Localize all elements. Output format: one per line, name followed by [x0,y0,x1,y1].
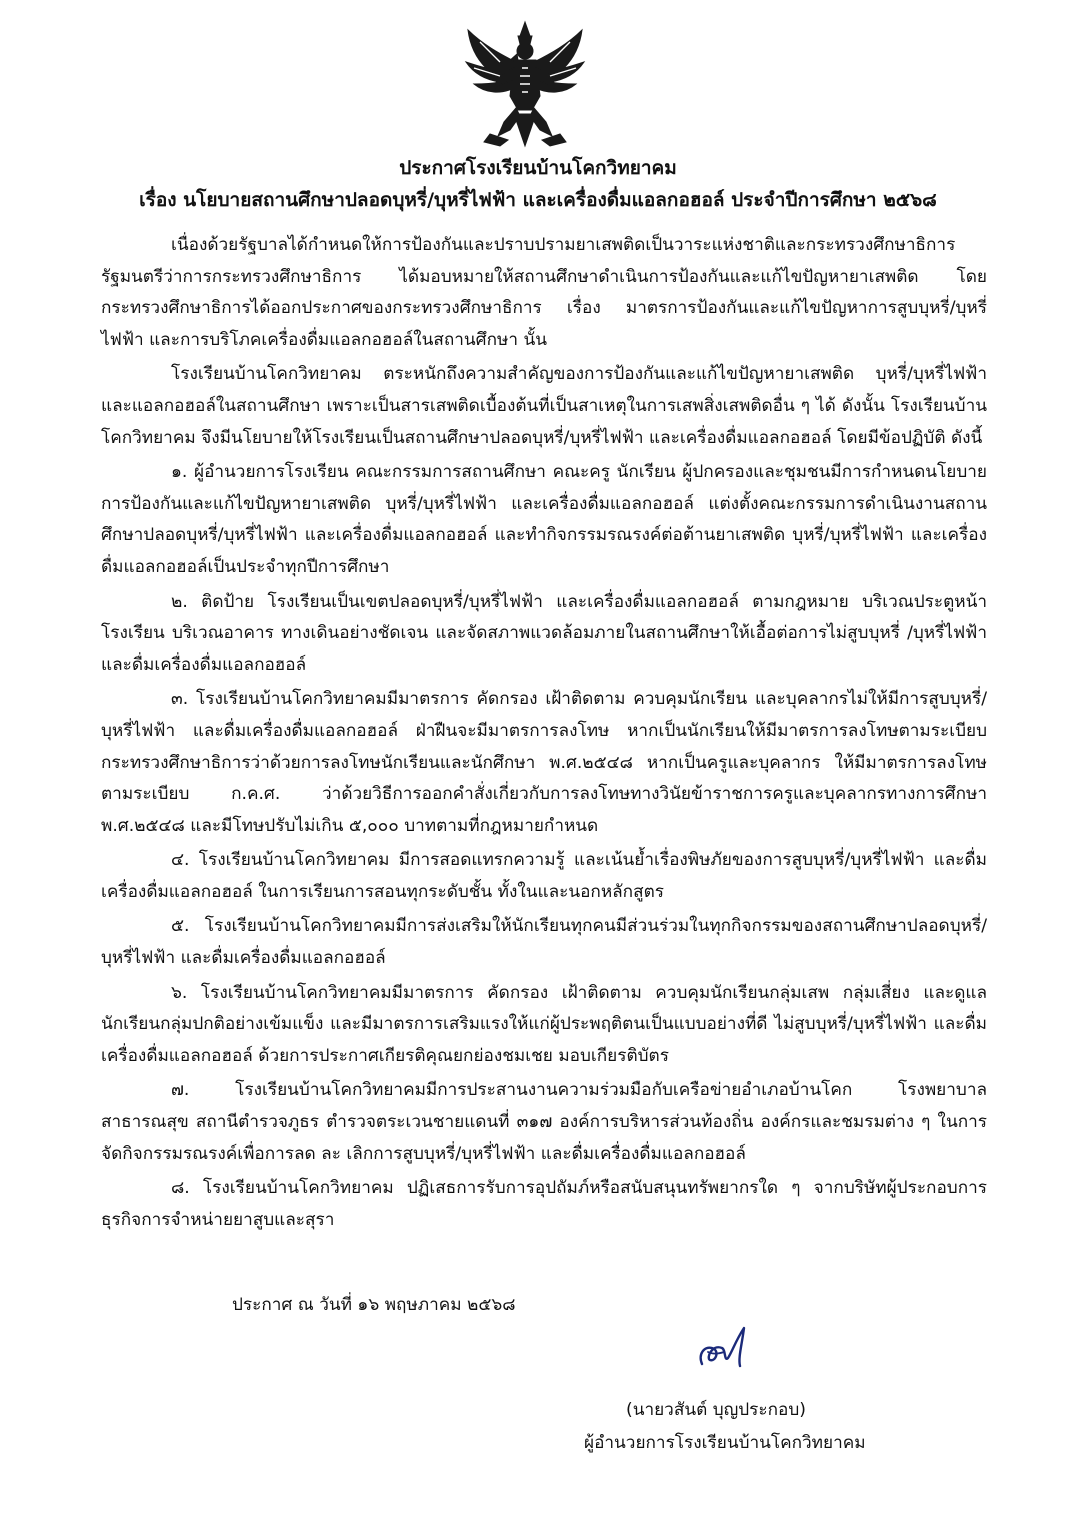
announcement-body [101,230,987,1239]
signature-icon [694,1318,754,1380]
announcement-subject: เรื่อง นโยบายสถานศึกษาปลอดบุหรี่/บุหรี่ไฟฟ้า และเครื่องดื่มแอลกอฮอล์ ประจำปีการศึกษา ๒๕๖๘ [139,189,937,211]
policy-item-5: ๕. โรงเรียนบ้านโคกวิทยาคมมีการส่งเสริมให้นักเรียนทุกคนมีส่วนร่วมในทุกกิจกรรมของสถานศึกษาปลอดบุหรี่/บุหรี่ไฟฟ้า และดื่มเครื่องดื่มแอลกอฮอล์ [101,916,987,969]
policy-item-1: ๑. ผู้อำนวยการโรงเรียน คณะกรรมการสถานศึกษา คณะครู นักเรียน ผู้ปกครองและชุมชนมีการกำหนดนโยบายการป้องกันและแก้ไขปัญหายาเสพติด บุหรี่/บุหรี่ไฟฟ้า และเครื่องดื่มแอลกอฮอล์ แต่งตั้งคณะกรรมการดำเนินงานสถานศึกษาปลอดบุหรี่/บุหรี่ไฟฟ้า และเครื่องดื่มแอลกอฮอล์ และทำกิจกรรมรณรงค์ต่อต้านยาเสพติด บุหรี่/บุหรี่ไฟฟ้า และเครื่องดื่มแอลกอฮอล์เป็นประจำทุกปีการศึกษา [101,462,987,577]
signer-position: ผู้อำนวยการโรงเรียนบ้านโคกวิทยาคม [584,1433,866,1453]
policy-item-4: ๔. โรงเรียนบ้านโคกวิทยาคม มีการสอดแทรกความรู้ และเน้นย้ำเรื่องพิษภัยของการสูบบุหรี่/บุหรี่ไฟฟ้า และดื่มเครื่องดื่มแอลกอฮอล์ ในการเรียนการสอนทุกระดับชั้น ทั้งในและนอกหลักสูตร [101,850,987,902]
signer-name: (นายวสันต์ บุญประกอบ) [626,1400,806,1420]
page-title: ประกาศโรงเรียนบ้านโคกวิทยาคม [399,157,677,179]
policy-item-6: ๖. โรงเรียนบ้านโคกวิทยาคมมีมาตรการ คัดกรอง เฝ้าติดตาม ควบคุมนักเรียนกลุ่มเสพ กลุ่มเสี่ยง และดูแลนักเรียนกลุ่มปกติอย่างเข้มแข็ง และมีมาตรการเสริมแรงให้แก่ผู้ประพฤติตนเป็นแบบอย่างที่ดี ไม่สูบบุหรี่/บุหรี่ไฟฟ้า และดื่มเครื่องดื่มแอลกอฮอล์ ด้วยการประกาศเกียรติคุณยกย่องชมเชย มอบเกียรติบัตร [101,982,987,1066]
policy-item-7: ๗. โรงเรียนบ้านโคกวิทยาคมมีการประสานงานความร่วมมือกับเครือข่ายอำเภอบ้านโคก โรงพยาบาลสาธารณสุข สถานีตำรวจภูธร ตำรวจตระเวนชายแดนที่ ๓๑๗ องค์การบริหารส่วนท้องถิ่น องค์กรและชมรมต่าง ๆ ในการจัดกิจกรรมรณรงค์เพื่อการลด ละ เลิกการสูบบุหรี่/บุหรี่ไฟฟ้า และดื่มเครื่องดื่มแอลกอฮอล์ [101,1080,987,1164]
policy-statement-paragraph: โรงเรียนบ้านโคกวิทยาคม ตระหนักถึงความสำคัญของการป้องกันและแก้ไขปัญหายาเสพติด บุหรี่/บุหรี่ไฟฟ้า และแอลกอฮอล์ในสถานศึกษา เพราะเป็นสารเสพติดเบื้องต้นที่เป็นสาเหตุในการเสพสิ่งเสพติดอื่น ๆ ได้ ดังนั้น โรงเรียนบ้านโคกวิทยาคม จึงมีนโยบายให้โรงเรียนเป็นสถานศึกษาปลอดบุหรี่/บุหรี่ไฟฟ้า และเครื่องดื่มแอลกอฮอล์ โดยมีข้อปฏิบัติ ดังนี้ [101,364,987,448]
intro-paragraph: เนื่องด้วยรัฐบาลได้กำหนดให้การป้องกันและปราบปรามยาเสพติดเป็นวาระแห่งชาติและกระทรวงศึกษาธิการ รัฐมนตรีว่าการกระทรวงศึกษาธิการ ได้มอบหมายให้สถานศึกษาดำเนินการป้องกันและแก้ไขปัญหายาเสพติด โดยกระทรวงศึกษาธิการได้ออกประกาศของกระทรวงศึกษาธิการ เรื่อง มาตรการป้องกันและแก้ไขปัญหาการสูบบุหรี่/บุหรี่ไฟฟ้า และการบริโภคเครื่องดื่มแอลกอฮอล์ในสถานศึกษา นั้น [101,235,987,350]
policy-item-3: ๓. โรงเรียนบ้านโคกวิทยาคมมีมาตรการ คัดกรอง เฝ้าติดตาม ควบคุมนักเรียน และบุคลากรไม่ให้มีการสูบบุหรี่/บุหรี่ไฟฟ้า และดื่มเครื่องดื่มแอลกอฮอล์ ฝ่าฝืนจะมีมาตรการลงโทษ หากเป็นนักเรียนให้มีมาตรการลงโทษตามระเบียบ กระทรวงศึกษาธิการว่าด้วยการลงโทษนักเรียนและนักศึกษา พ.ศ.๒๕๔๘ หากเป็นครูและบุคลากร ให้มีมาตรการลงโทษตามระเบียบ ก.ค.ศ. ว่าด้วยวิธีการออกคำสั่งเกี่ยวกับการลงโทษทางวินัยข้าราชการครูและบุคลากรทางการศึกษา พ.ศ.๒๕๔๘ และมีโทษปรับไม่เกิน ๕,๐๐๐ บาทตามที่กฎหมายกำหนด [101,689,987,836]
announcement-date: ประกาศ ณ วันที่ ๑๖ พฤษภาคม ๒๕๖๘ [232,1295,516,1315]
garuda-emblem-icon [460,18,590,150]
policy-item-2: ๒. ติดป้าย โรงเรียนเป็นเขตปลอดบุหรี่/บุหรี่ไฟฟ้า และเครื่องดื่มแอลกอฮอล์ ตามกฎหมาย บริเวณประตูหน้าโรงเรียน บริเวณอาคาร ทางเดินอย่างชัดเจน และจัดสภาพแวดล้อมภายในสถานศึกษาให้เอื้อต่อการไม่สูบบุหรี่ /บุหรี่ไฟฟ้า และดื่มเครื่องดื่มแอลกอฮอล์ [101,591,987,675]
policy-item-8: ๘. โรงเรียนบ้านโคกวิทยาคม ปฏิเสธการรับการอุปถัมภ์หรือสนับสนุนทรัพยากรใด ๆ จากบริษัทผู้ประกอบการธุรกิจการจำหน่ายยาสูบและสุรา [101,1178,987,1230]
title-block [0,152,1076,216]
